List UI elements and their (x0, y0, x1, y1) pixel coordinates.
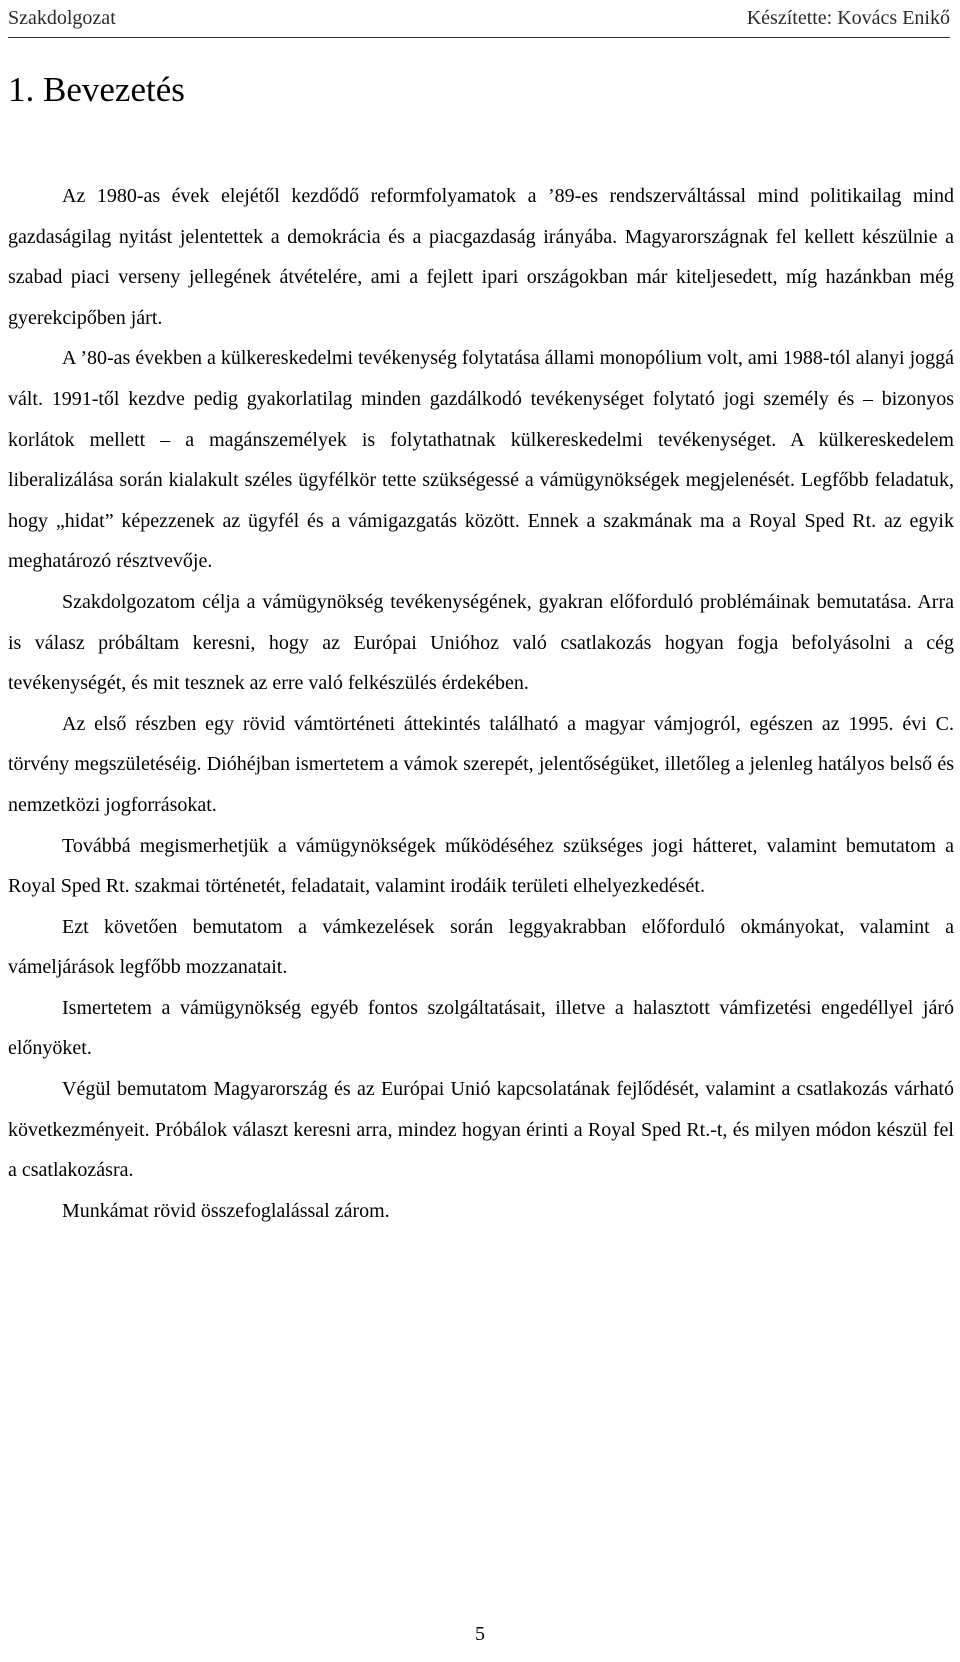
header-left-text: Szakdolgozat (8, 7, 116, 29)
paragraph: Ezt követően bemutatom a vámkezelések során leggyakrabban előforduló okmányokat, valamint a vámeljárások legfőbb mozzanatait. (8, 915, 954, 979)
paragraph: Szakdolgozatom célja a vámügynökség tevékenységének, gyakran előforduló problémáinak bemutatása. Arra is válasz próbáltam keresni, hogy az Európai Unióhoz való csatlakozás hogyan fogja befolyásolni a cég tevékenységét, és mit tesznek az erre való felkészülés érdekében. (8, 590, 954, 695)
paragraph: A ’80-as években a külkereskedelmi tevékenység folytatása állami monopólium volt, ami 1988-tól alanyi joggá vált. 1991-től kezdve pedig gyakorlatilag minden gazdálkodó tevékenységet folytató jogi személy és – bizonyos korlátok mellett – a magánszemélyek is folytathatnak külkereskedelmi tevékenységet. A külkereskedelem liberalizálása során kialakult széles ügyfélkör tette szükségessé a vámügynökségek megjelenését. Legfőbb feladatuk, hogy „hidat” képezzenek az ügyfél és a vámigazgatás között. Ennek a szakmának ma a Royal Sped Rt. az egyik meghatározó résztvevője. (8, 347, 954, 573)
paragraph: Az 1980-as évek elejétől kezdődő reformfolyamatok a ’89-es rendszerváltással mind politikailag mind gazdaságilag nyitást jelentettek a demokrácia és a piacgazdaság irányába. Magyarországnak fel kellett készülnie a szabad piaci verseny jellegének átvételére, ami a fejlett ipari országokban már kiteljesedett, míg hazánkban még gyerekcipőben járt. (8, 185, 954, 329)
paragraph: Továbbá megismerhetjük a vámügynökségek működéséhez szükséges jogi hátteret, valamint bemutatom a Royal Sped Rt. szakmai történetét, feladatait, valamint irodáik területi elhelyezkedését. (8, 834, 954, 898)
header-divider (8, 37, 950, 38)
paragraph: Munkámat rövid összefoglalással zárom. (62, 1199, 390, 1222)
paragraph: Az első részben egy rövid vámtörténeti áttekintés található a magyar vámjogról, egészen az 1995. évi C. törvény megszületéséig. Dióhéjban ismertetem a vámok szerepét, jelentőségüket, illetőleg a jelenleg hatályos belső és nemzetközi jogforrásokat. (8, 712, 954, 816)
page-header (8, 4, 950, 32)
page-number: 5 (475, 1623, 485, 1645)
paragraph: Ismertetem a vámügynökség egyéb fontos szolgáltatásait, illetve a halasztott vámfizetési engedéllyel járó előnyöket. (8, 996, 954, 1060)
paragraph: Végül bemutatom Magyarország és az Európai Unió kapcsolatának fejlődését, valamint a csatlakozás várható következményeit. Próbálok választ keresni arra, mindez hogyan érinti a Royal Sped Rt.-t, és milyen módon készül fel a csatlakozásra. (8, 1078, 954, 1182)
section-title: 1. Bevezetés (8, 70, 185, 109)
header-right-text: Készítette: Kovács Enikő (746, 7, 950, 29)
body-text (8, 176, 954, 1231)
